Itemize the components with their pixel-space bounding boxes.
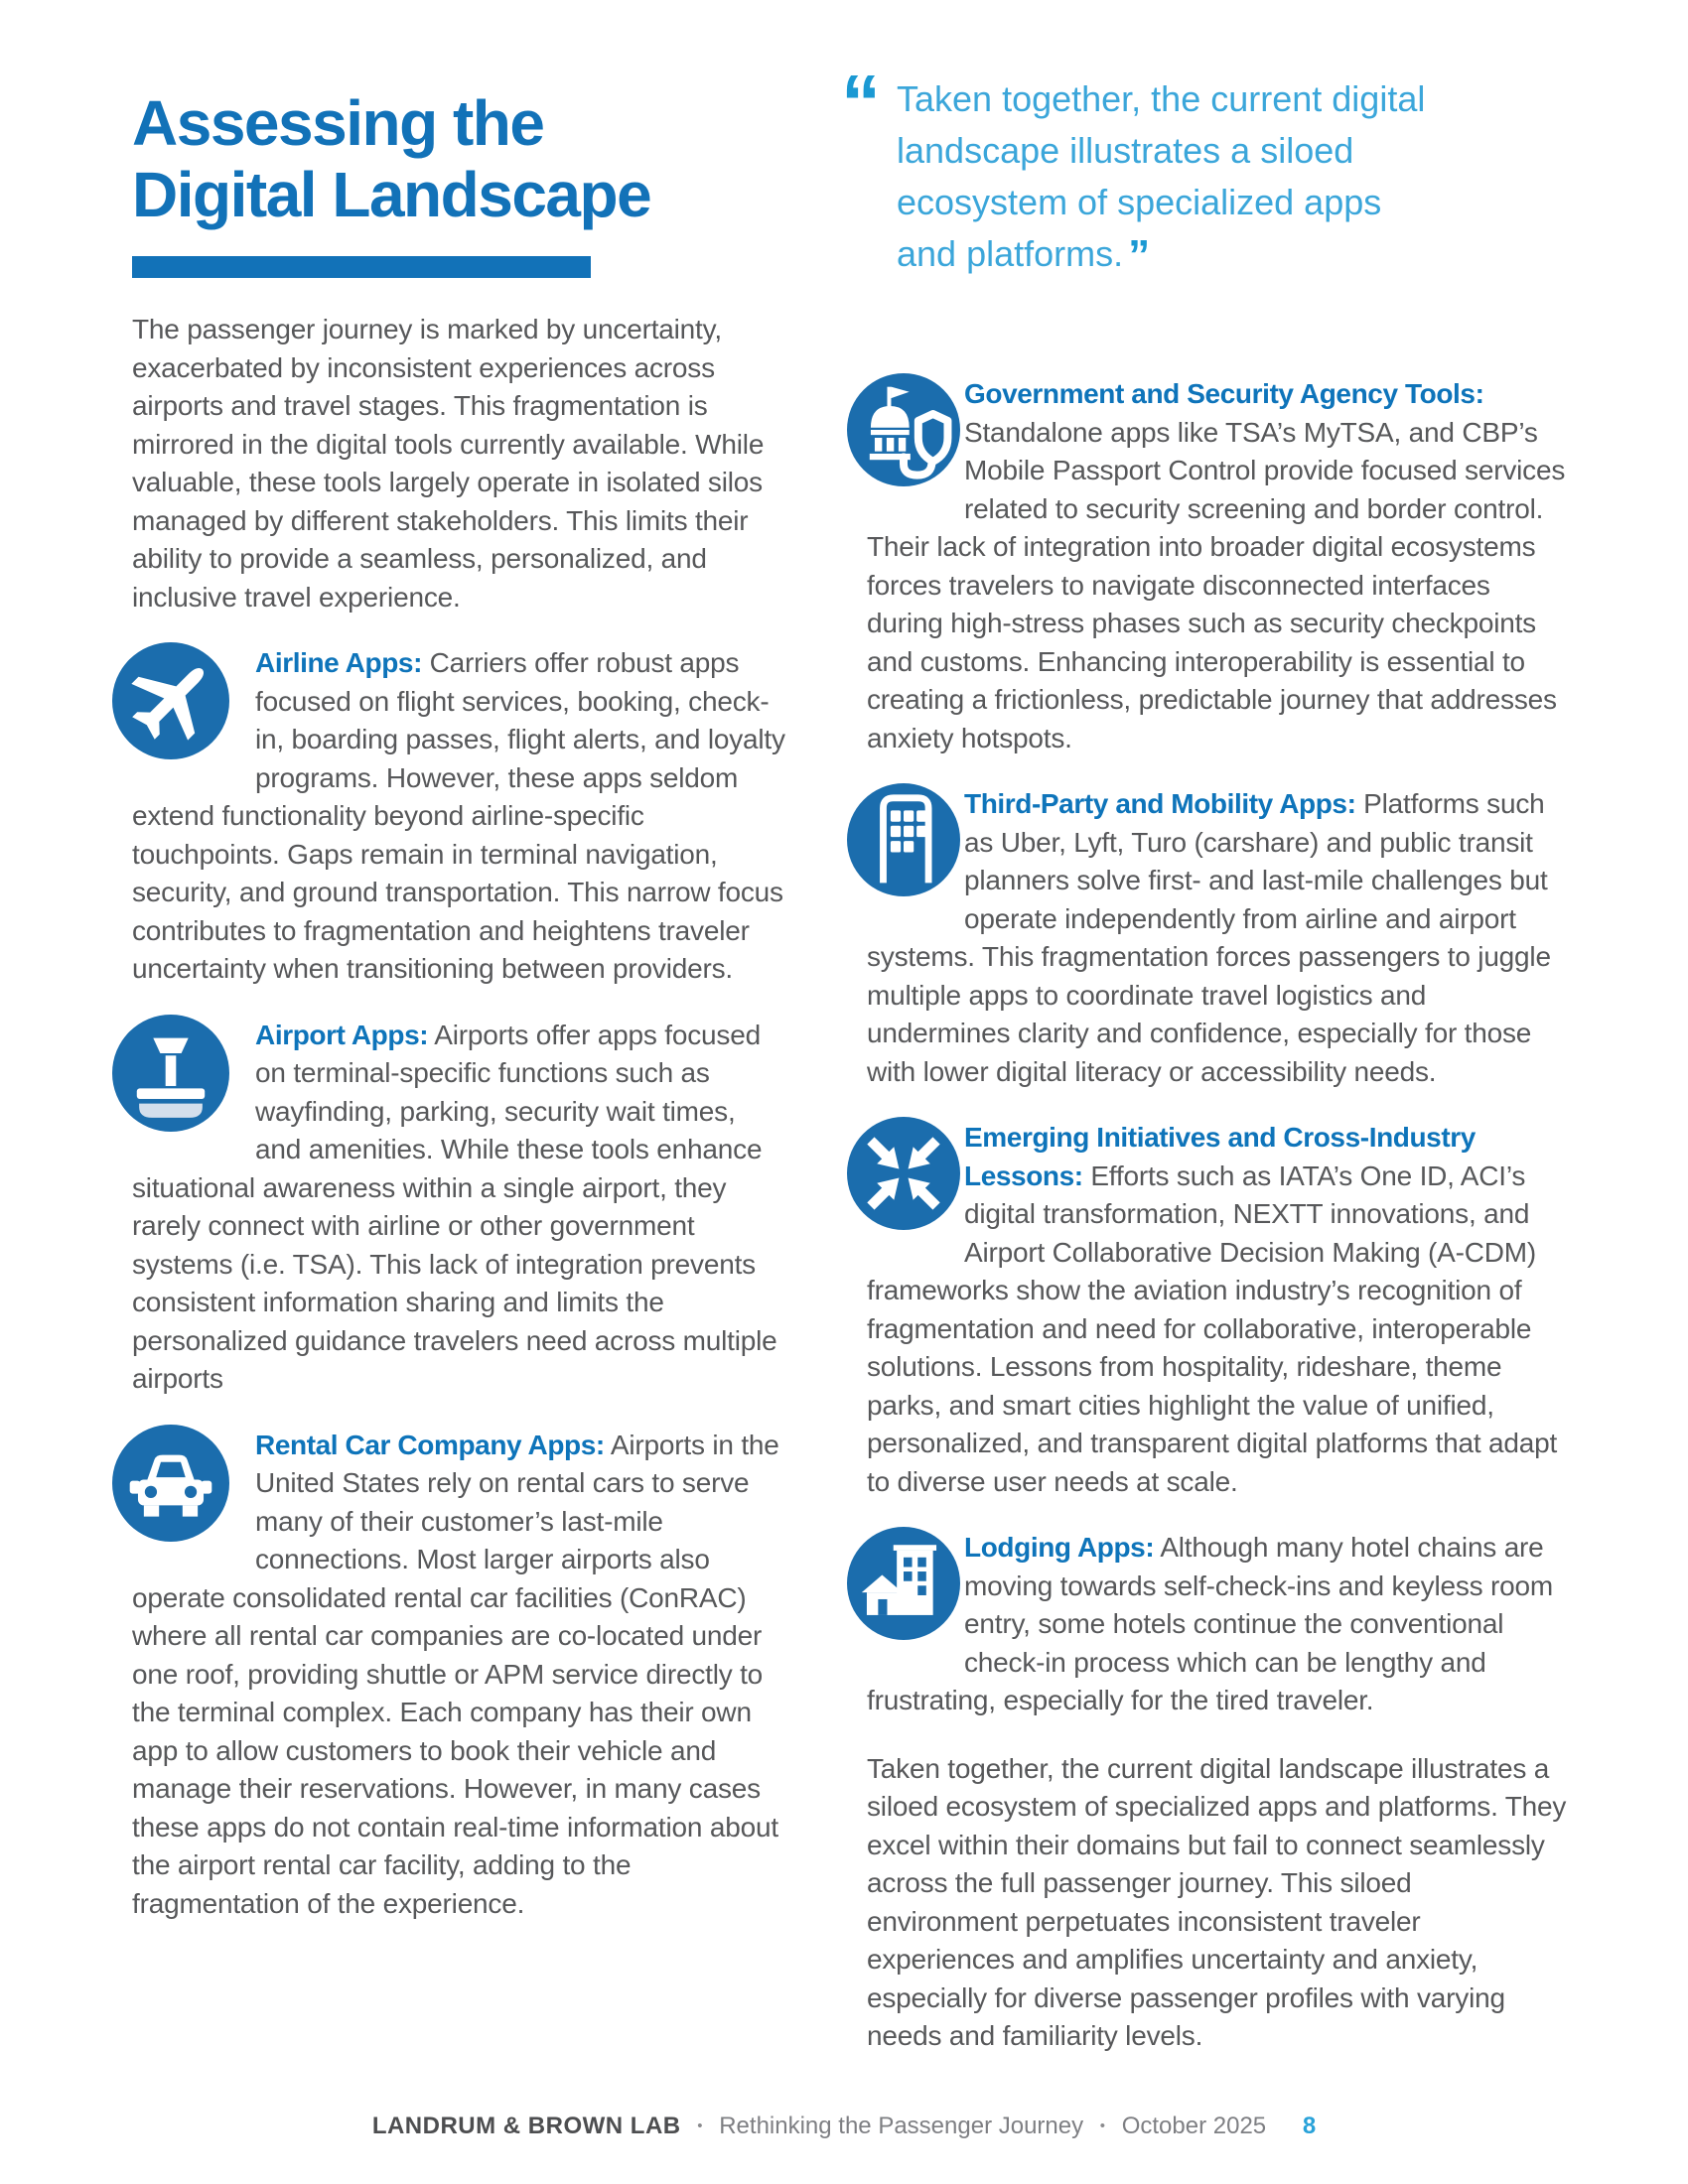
title-rule (132, 256, 591, 278)
section-heading: Third-Party and Mobility Apps: (964, 788, 1356, 819)
footer-separator: • (1099, 2117, 1106, 2134)
section-body: Efforts such as IATA’s One ID, ACI’s digital transformation, NEXTT innovations, and Airport Collaborative Decision Making (A-CDM) frameworks show the aviation industry’s recognition of fragmentation and need for collaborative, interoperable solutions. Lessons from hospitality, rideshare, theme parks, and smart cities highlight the value of unified, personalized, and transparent digital platforms that adapt to diverse user needs at scale. (867, 1160, 1558, 1497)
intro-paragraph: The passenger journey is marked by uncertainty, exacerbated by inconsistent experiences across airports and travel stages. This fragmentation is mirrored in the digital tools currently available. While valuable, these tools largely operate in isolated silos managed by different stakeholders. This limits their ability to provide a seamless, personalized, and inclusive travel experience. (132, 314, 765, 613)
section-body: Carriers offer robust apps focused on flight services, booking, check-in, boarding passes, flight alerts, and loyalty programs. However, these apps seldom extend functionality beyond airline-specific touchpoints. Gaps remain in terminal navigation, security, and ground transportation. This narrow focus contributes to fragmentation and heightens traveler uncertainty when transitioning between providers. (132, 647, 785, 984)
page-footer (0, 2113, 1688, 2140)
footer-separator: • (697, 2117, 703, 2134)
lodging-icon (847, 1527, 960, 1640)
airplane-icon (112, 642, 229, 759)
section-heading: Government and Security Agency Tools: (964, 378, 1484, 409)
section-body: Airports in the United States rely on rental cars to serve many of their customer’s last-mile connections. Most larger airports also operate consolidated rental car facilities (ConRAC) where all rental car companies are co-located under one roof, providing shuttle or APM service directly to the terminal complex. Each company has their own app to allow customers to book their vehicle and manage their reservations. However, in many cases these apps do not contain real-time information about the airport rental car facility, adding to the fragmentation of the experience. (132, 1429, 779, 1919)
section-heading: Lodging Apps: (964, 1532, 1155, 1563)
section-body: Standalone apps like TSA’s MyTSA, and CBP’s Mobile Passport Control provide focused services related to security screening and border control. Their lack of integration into broader digital ecosystems forces travelers to navigate disconnected interfaces during high-stress phases such as security checkpoints and customs. Enhancing interoperability is essential to creating a frictionless, predictable journey that addresses anxiety hotspots. (867, 416, 1566, 753)
left-column (132, 87, 787, 1923)
page-title-line2: Digital Landscape (132, 159, 651, 230)
footer-date: October 2025 (1121, 2113, 1267, 2139)
section-emerging-initiatives (867, 1119, 1568, 1501)
section-heading: Emerging Initiatives and Cross-Industry Lessons: (964, 1122, 1476, 1191)
pull-quote (841, 59, 1433, 280)
section-lodging-apps (867, 1529, 1568, 1720)
section-body: Although many hotel chains are moving towards self-check-ins and keyless room entry, some hotels continue the conventional check-in process which can be lengthy and frustrating, especially for the tired traveler. (867, 1532, 1554, 1715)
footer-lab-name: LANDRUM & BROWN LAB (371, 2113, 681, 2139)
page-title (132, 87, 787, 230)
section-body: Platforms such as Uber, Lyft, Turo (carshare) and public transit planners solve first- and last-mile challenges but operate independently from airline and airport systems. This fragmentation forces passengers to juggle multiple apps to coordinate travel logistics and undermines clarity and confidence, especially for those with lower digital literacy or accessibility needs. (867, 788, 1551, 1087)
right-column (841, 59, 1568, 2056)
section-third-party-mobility-apps (867, 785, 1568, 1091)
section-airline-apps (132, 644, 787, 989)
section-heading: Airline Apps: (255, 647, 422, 678)
pull-quote-text: Taken together, the current digital landscape illustrates a siloed ecosystem of specialized apps and platforms. (897, 78, 1426, 274)
open-quote-mark: “ (841, 59, 881, 147)
section-rental-car-apps (132, 1427, 787, 1924)
page-number: 8 (1302, 2113, 1317, 2139)
footer-report-title: Rethinking the Passenger Journey (719, 2113, 1084, 2139)
close-quote-mark: ” (1128, 231, 1151, 280)
page-title-line1: Assessing the (132, 87, 544, 159)
closing-paragraph: Taken together, the current digital landscape illustrates a siloed ecosystem of specialized apps and platforms. They excel within their domains but fail to connect seamlessly across the full passenger journey. This siloed environment perpetuates inconsistent traveler experiences and amplifies uncertainty and anxiety, especially for diverse passenger profiles with varying needs and familiarity levels. (867, 1752, 1567, 2051)
converging-arrows-icon (847, 1117, 960, 1230)
control-tower-icon (112, 1015, 229, 1132)
section-heading: Rental Car Company Apps: (255, 1429, 605, 1460)
mobile-apps-icon (847, 783, 960, 896)
section-body: Airports offer apps focused on terminal-specific functions such as wayfinding, parking, security wait times, and amenities. While these tools enhance situational awareness within a single airport, they rarely connect with airline or other government systems (i.e. TSA). This lack of integration prevents consistent information sharing and limits the personalized guidance travelers need across multiple airports (132, 1019, 777, 1394)
section-government-security-tools (867, 375, 1568, 757)
car-icon (112, 1425, 229, 1542)
section-heading: Airport Apps: (255, 1019, 429, 1050)
government-shield-icon (847, 373, 960, 486)
section-airport-apps (132, 1017, 787, 1399)
